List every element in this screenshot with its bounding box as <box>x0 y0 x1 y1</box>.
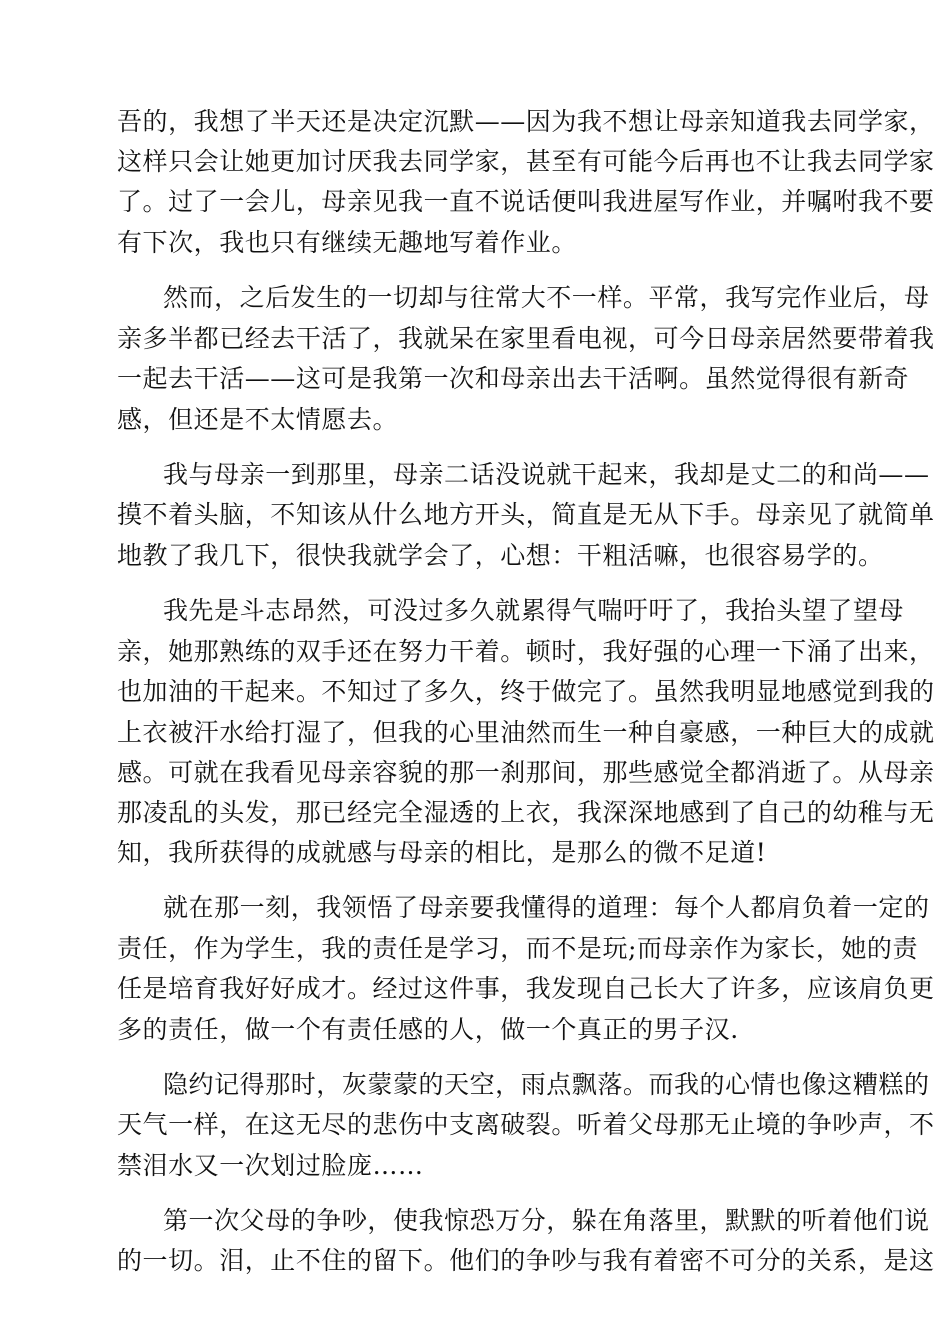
text-line: 隐约记得那时，灰蒙蒙的天空，雨点飘落。而我的心情也像这糟糕的 <box>163 1070 930 1099</box>
text-line: 吾的，我想了半天还是决定沉默——因为我不想让母亲知道我去同学家， <box>117 107 935 136</box>
text-line: 那凌乱的头发，那已经完全湿透的上衣，我深深地感到了自己的幼稚与无 <box>117 798 935 827</box>
text-line: 上衣被汗水给打湿了，但我的心里油然而生一种自豪感，一种巨大的成就 <box>117 718 935 747</box>
text-line: 了。过了一会儿，母亲见我一直不说话便叫我进屋写作业，并嘱咐我不要 <box>117 187 935 216</box>
text-line: 也加油的干起来。不知过了多久，终于做完了。虽然我明显地感觉到我的 <box>117 677 935 706</box>
text-line: 亲多半都已经去干活了，我就呆在家里看电视，可今日母亲居然要带着我 <box>117 324 935 353</box>
text-line: 亲，她那熟练的双手还在努力干着。顿时，我好强的心理一下涌了出来， <box>117 637 935 666</box>
text-line: 任是培育我好好成才。经过这件事，我发现自己长大了许多，应该肩负更 <box>117 974 935 1003</box>
text-line: 责任，作为学生，我的责任是学习，而不是玩;而母亲作为家长，她的责 <box>117 934 919 963</box>
text-line: 天气一样，在这无尽的悲伤中支离破裂。听着父母那无止境的争吵声，不 <box>117 1110 935 1139</box>
text-line: 有下次，我也只有继续无趣地写着作业。 <box>117 228 577 257</box>
text-line: 摸不着头脑，不知该从什么地方开头，简直是无从下手。母亲见了就简单 <box>117 500 935 529</box>
text-line: 我与母亲一到那里，母亲二话没说就干起来，我却是丈二的和尚—— <box>163 460 930 489</box>
text-line: 然而，之后发生的一切却与往常大不一样。平常，我写完作业后，母 <box>163 283 930 312</box>
text-line: 一起去干活——这可是我第一次和母亲出去干活啊。虽然觉得很有新奇 <box>117 364 910 393</box>
text-line: 知，我所获得的成就感与母亲的相比，是那么的微不足道! <box>117 838 767 867</box>
text-line: 多的责任，做一个有责任感的人，做一个真正的男子汉. <box>117 1015 739 1044</box>
text-line: 就在那一刻，我领悟了母亲要我懂得的道理：每个人都肩负着一定的 <box>163 893 930 922</box>
text-line: 感，但还是不太情愿去。 <box>117 405 399 434</box>
text-line: 禁泪水又一次划过脸庞…… <box>117 1151 424 1180</box>
text-line: 感。可就在我看见母亲容貌的那一刹那间，那些感觉全都消逝了。从母亲 <box>117 758 935 787</box>
text-line: 的一切。泪，止不住的留下。他们的争吵与我有着密不可分的关系，是这 <box>117 1246 935 1275</box>
text-line: 这样只会让她更加讨厌我去同学家，甚至有可能今后再也不让我去同学家 <box>117 147 935 176</box>
text-line: 我先是斗志昂然，可没过多久就累得气喘吁吁了，我抬头望了望母 <box>163 596 904 625</box>
text-line: 地教了我几下，很快我就学会了，心想：干粗活嘛，也很容易学的。 <box>117 541 884 570</box>
text-line: 第一次父母的争吵，使我惊恐万分，躲在角落里，默默的听着他们说 <box>163 1206 930 1235</box>
